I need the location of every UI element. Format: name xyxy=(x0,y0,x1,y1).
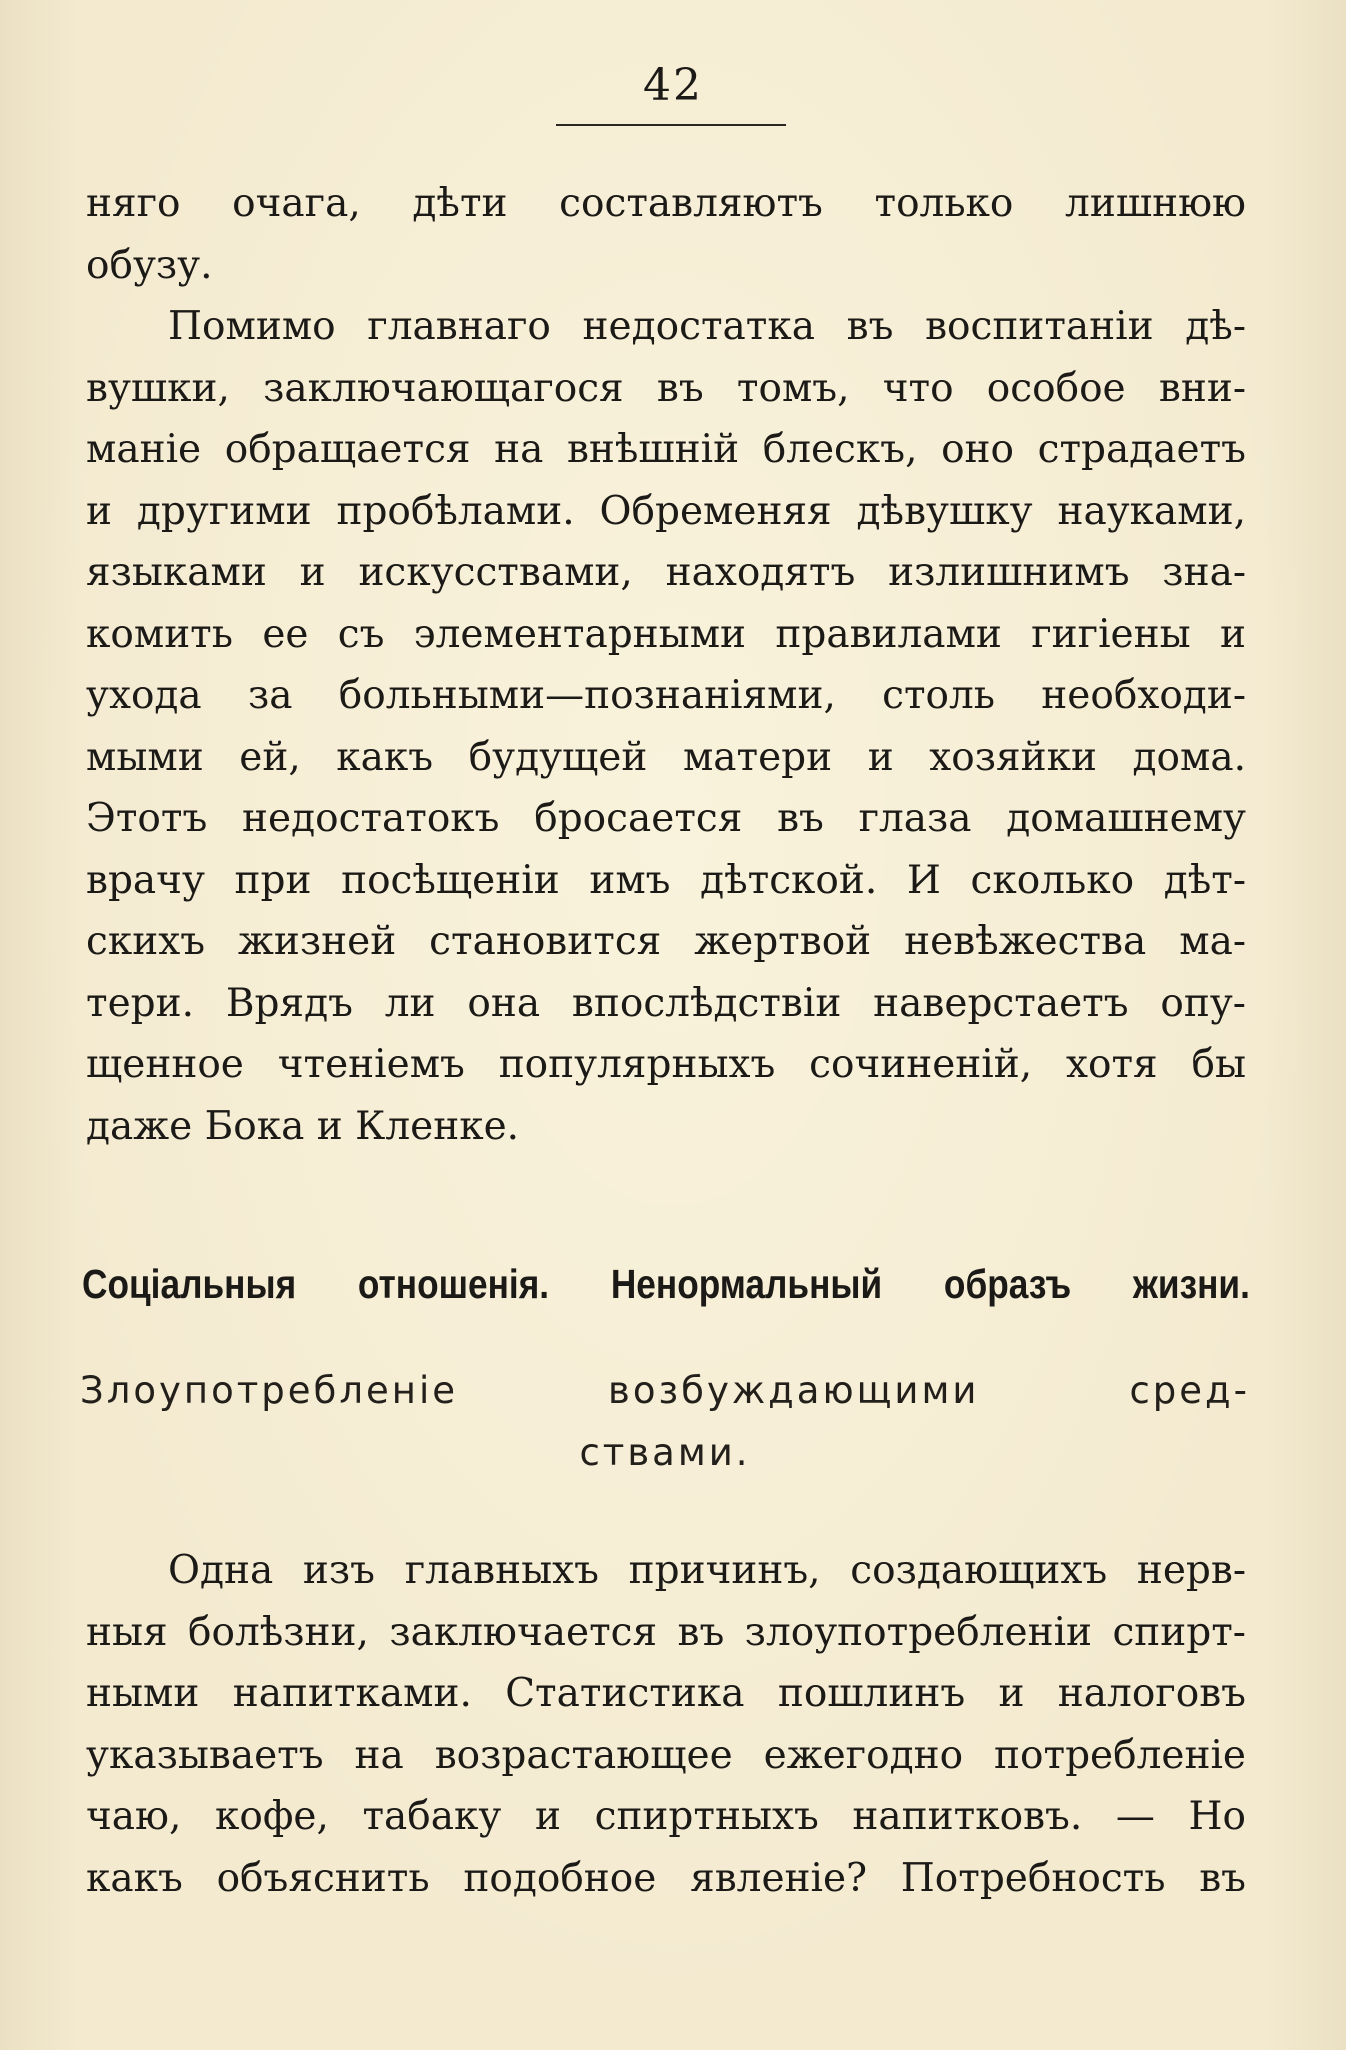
header-rule xyxy=(556,124,786,126)
paragraph-upbringing xyxy=(86,296,1246,1157)
subtitle-line: ствами. xyxy=(579,1431,751,1474)
text-line: скихъ жизней становится жертвой невѣжества ма- xyxy=(86,919,1246,964)
text-line: указываетъ на возрастающее ежегодно потребленіе xyxy=(86,1732,1246,1778)
text-line: языками и искусствами, находятъ излишнимъ зна- xyxy=(86,550,1246,595)
section-subtitle xyxy=(80,1360,1250,1484)
text-line: обузу. xyxy=(86,242,213,288)
text-line: и другими пробѣлами. Обременяя дѣвушку науками, xyxy=(86,488,1246,534)
text-line: Этотъ недостатокъ бросается въ глаза домашнему xyxy=(86,796,1246,841)
text-line: тери. Врядъ ли она впослѣдствіи наверстаетъ опу- xyxy=(86,980,1246,1026)
text-line: комить ее съ элементарными правилами гигіены и xyxy=(86,611,1246,657)
text-line: ныя болѣзни, заключается въ злоупотребленіи спирт- xyxy=(86,1609,1246,1655)
text-line: ухода за больными—познаніями, столь необходи- xyxy=(86,673,1246,718)
section-title: Соціальныя отношенія. Ненормальный образъ жизни. xyxy=(82,1261,1250,1307)
text-line: вушки, заключающагося въ томъ, что особое вни- xyxy=(86,365,1246,411)
text-line: какъ объяснить подобное явленіе? Потребность въ xyxy=(86,1855,1246,1901)
text-line: ными напитками. Статистика пошлинъ и налоговъ xyxy=(86,1671,1246,1716)
text-line: чаю, кофе, табаку и спиртныхъ напитковъ. — Но xyxy=(86,1794,1246,1839)
text-line: врачу при посѣщеніи имъ дѣтской. И сколько дѣт- xyxy=(86,857,1246,903)
text-line: Одна изъ главныхъ причинъ, создающихъ нерв- xyxy=(168,1548,1246,1593)
page-number: 42 xyxy=(643,60,703,111)
text-line: Помимо главнаго недостатка въ воспитаніи дѣ- xyxy=(168,304,1246,349)
text-line: мыми ей, какъ будущей матери и хозяйки дома. xyxy=(86,734,1246,780)
text-line: даже Бока и Кленке. xyxy=(86,1103,520,1149)
text-line: маніе обращается на внѣшній блескъ, оно страдаетъ xyxy=(86,427,1246,472)
subtitle-line: Злоупотребленіе возбуждающими сред- xyxy=(80,1369,1250,1412)
text-line: щенное чтеніемъ популярныхъ сочиненій, хотя бы xyxy=(86,1042,1246,1087)
paragraph-nervous-diseases xyxy=(86,1540,1246,1909)
paragraph-continuation xyxy=(86,173,1246,296)
text-line: няго очага, дѣти составляютъ только лишнюю xyxy=(86,181,1246,226)
